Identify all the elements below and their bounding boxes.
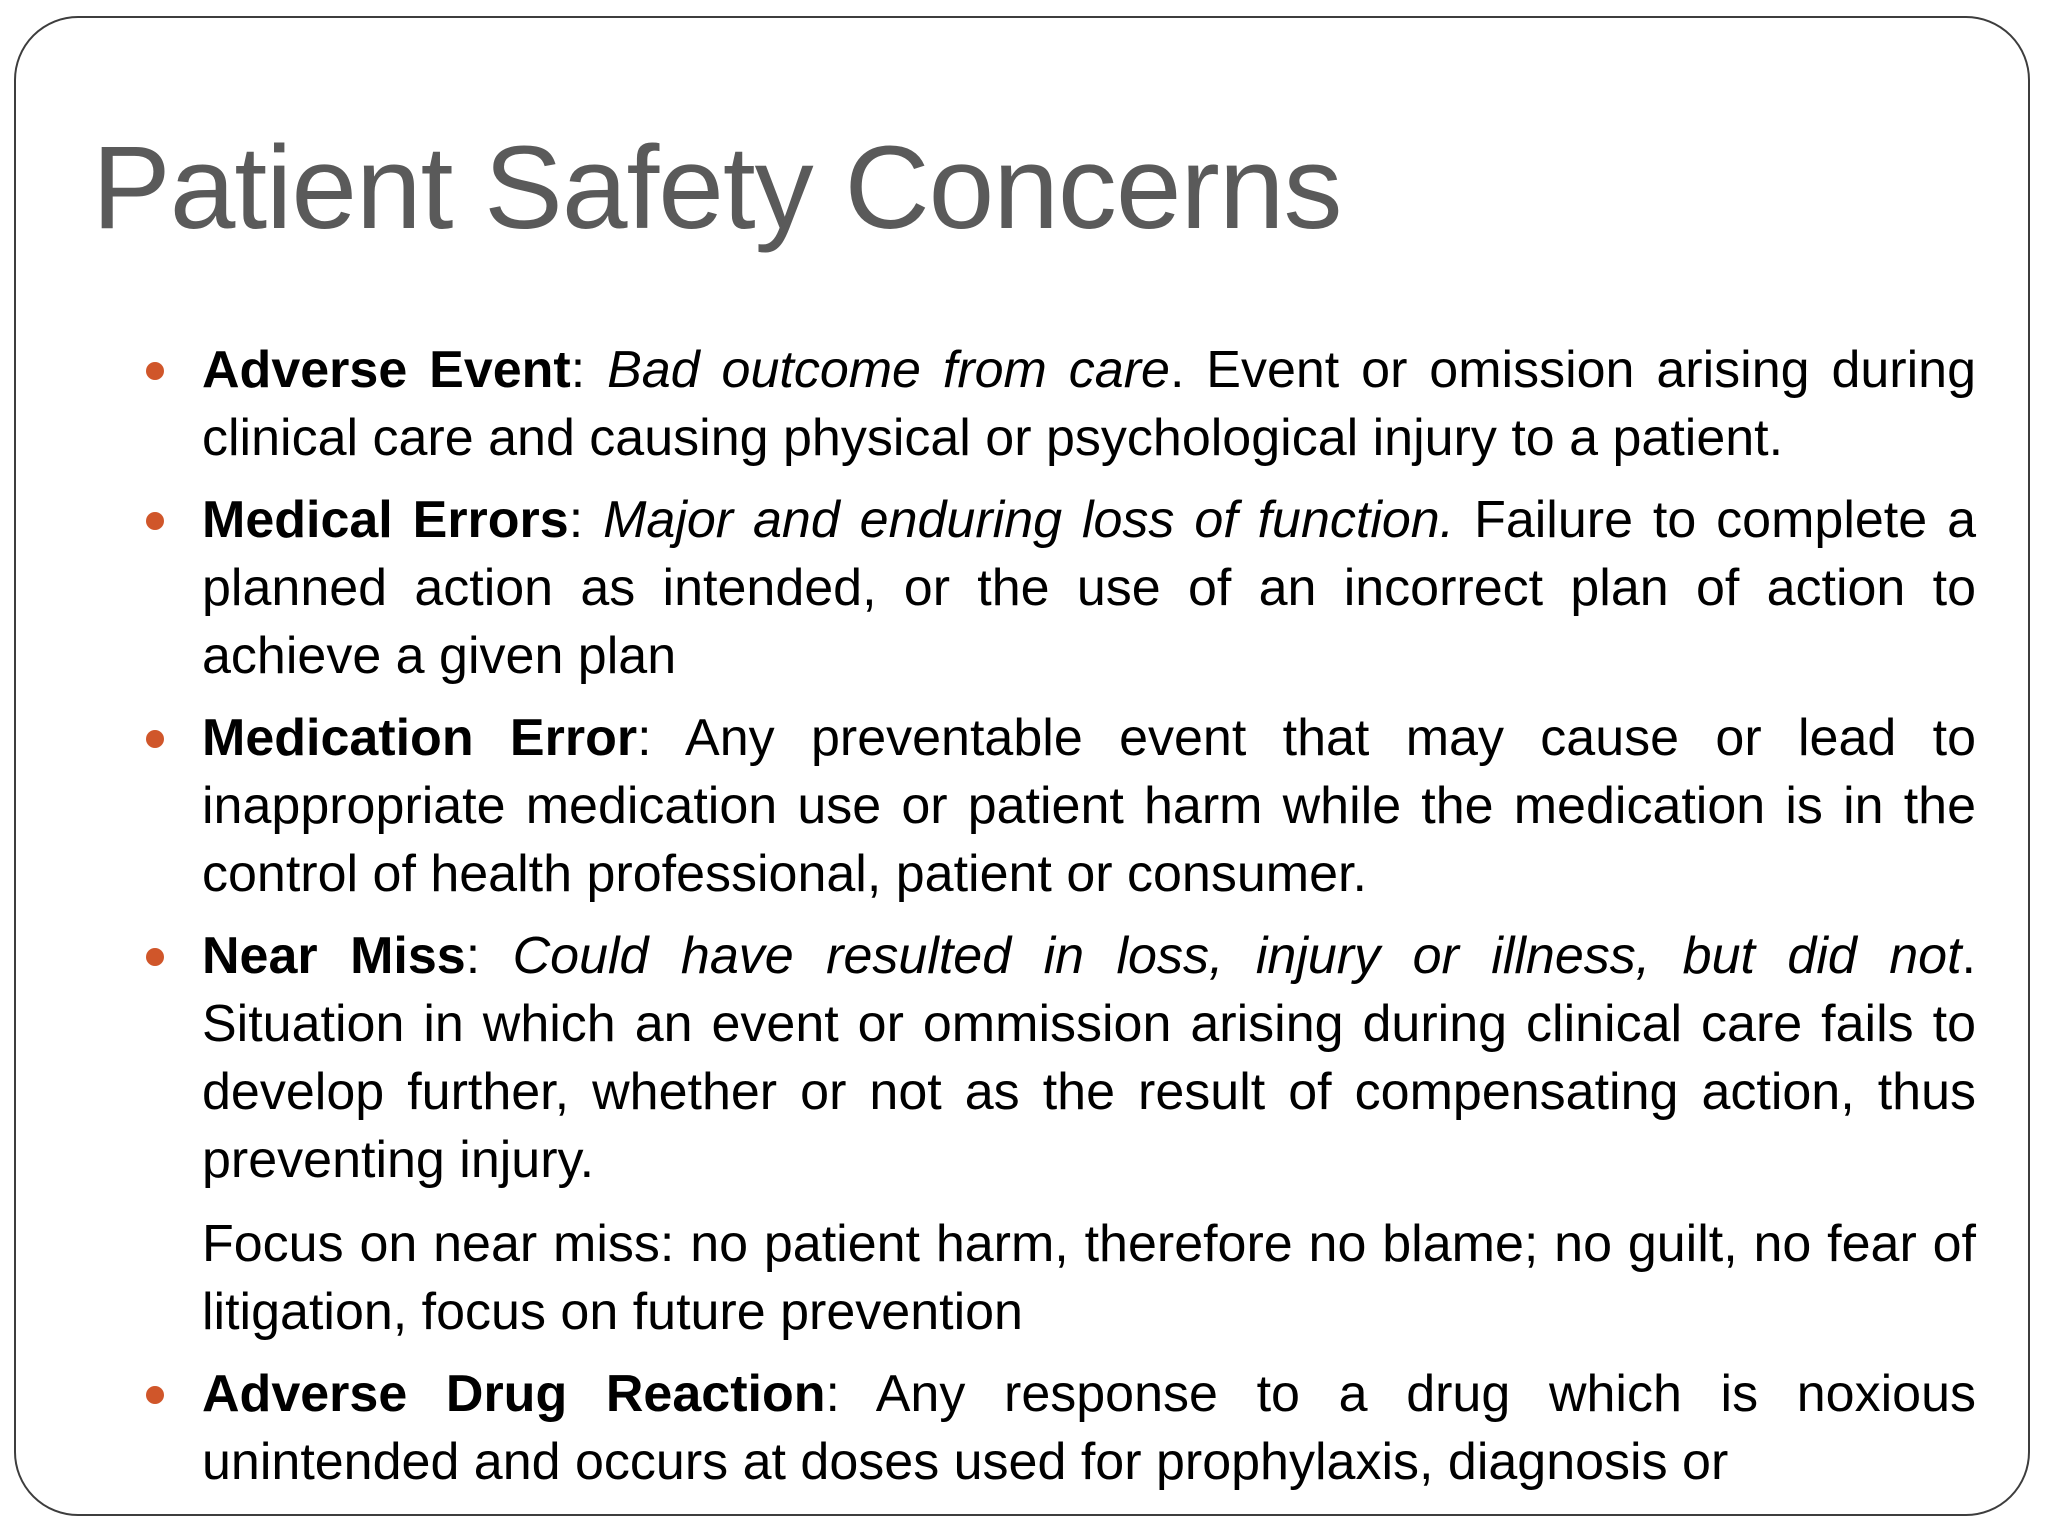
bullet-medication-error (202, 704, 1976, 908)
definition-adverse-drug-reaction: Any response to a drug which is noxious unintended and occurs at doses used for prophylaxis, diagnosis or (202, 1365, 1976, 1491)
emphasis-adverse-event: Bad outcome from care (607, 341, 1170, 399)
bullet-near-miss (202, 922, 1976, 1194)
term-separator: : (825, 1365, 876, 1423)
bullet-list (202, 336, 1976, 1510)
definition-medication-error: Any preventable event that may cause or lead to inappropriate medication use or patient harm while the medication is in the control of health professional, patient or consumer. (202, 709, 1977, 903)
definition-medical-errors: Failure to complete a planned action as intended, or the use of an incorrect plan of action to achieve a given plan (202, 491, 1976, 685)
slide-title: Patient Safety Concerns (92, 122, 1342, 254)
bullet-dot-icon (146, 1386, 164, 1404)
term-separator: : (570, 341, 608, 399)
definition-near-miss: . Situation in which an event or ommission arising during clinical care fails to develop further, whether or not as the result of compensating action, thus preventing injury. (202, 927, 1976, 1189)
emphasis-near-miss: Could have resulted in loss, injury or illness, but did not (512, 927, 1962, 985)
slide-frame (14, 16, 2030, 1516)
bullet-dot-icon (146, 730, 164, 748)
term-separator: : (465, 927, 513, 985)
bullet-dot-icon (146, 512, 164, 530)
bullet-dot-icon (146, 948, 164, 966)
term-adverse-drug-reaction: Adverse Drug Reaction (202, 1365, 826, 1423)
bullet-adverse-drug-reaction (202, 1360, 1976, 1496)
term-medical-errors: Medical Errors (202, 491, 569, 549)
term-adverse-event: Adverse Event (202, 341, 571, 399)
bullet-medical-errors (202, 486, 1976, 690)
near-miss-focus-text: Focus on near miss: no patient harm, therefore no blame; no guilt, no fear of litigation, focus on future prevention (202, 1215, 1976, 1341)
definition-adverse-event: . Event or omission arising during clinical care and causing physical or psychological injury to a patient. (202, 341, 1976, 467)
term-separator: : (637, 709, 686, 767)
bullet-adverse-event (202, 336, 1976, 472)
term-separator: : (568, 491, 604, 549)
emphasis-medical-errors: Major and enduring loss of function. (603, 491, 1455, 549)
term-near-miss: Near Miss (202, 927, 466, 985)
paragraph-near-miss-focus (202, 1210, 1976, 1346)
term-medication-error: Medication Error (202, 709, 638, 767)
bullet-dot-icon (146, 362, 164, 380)
